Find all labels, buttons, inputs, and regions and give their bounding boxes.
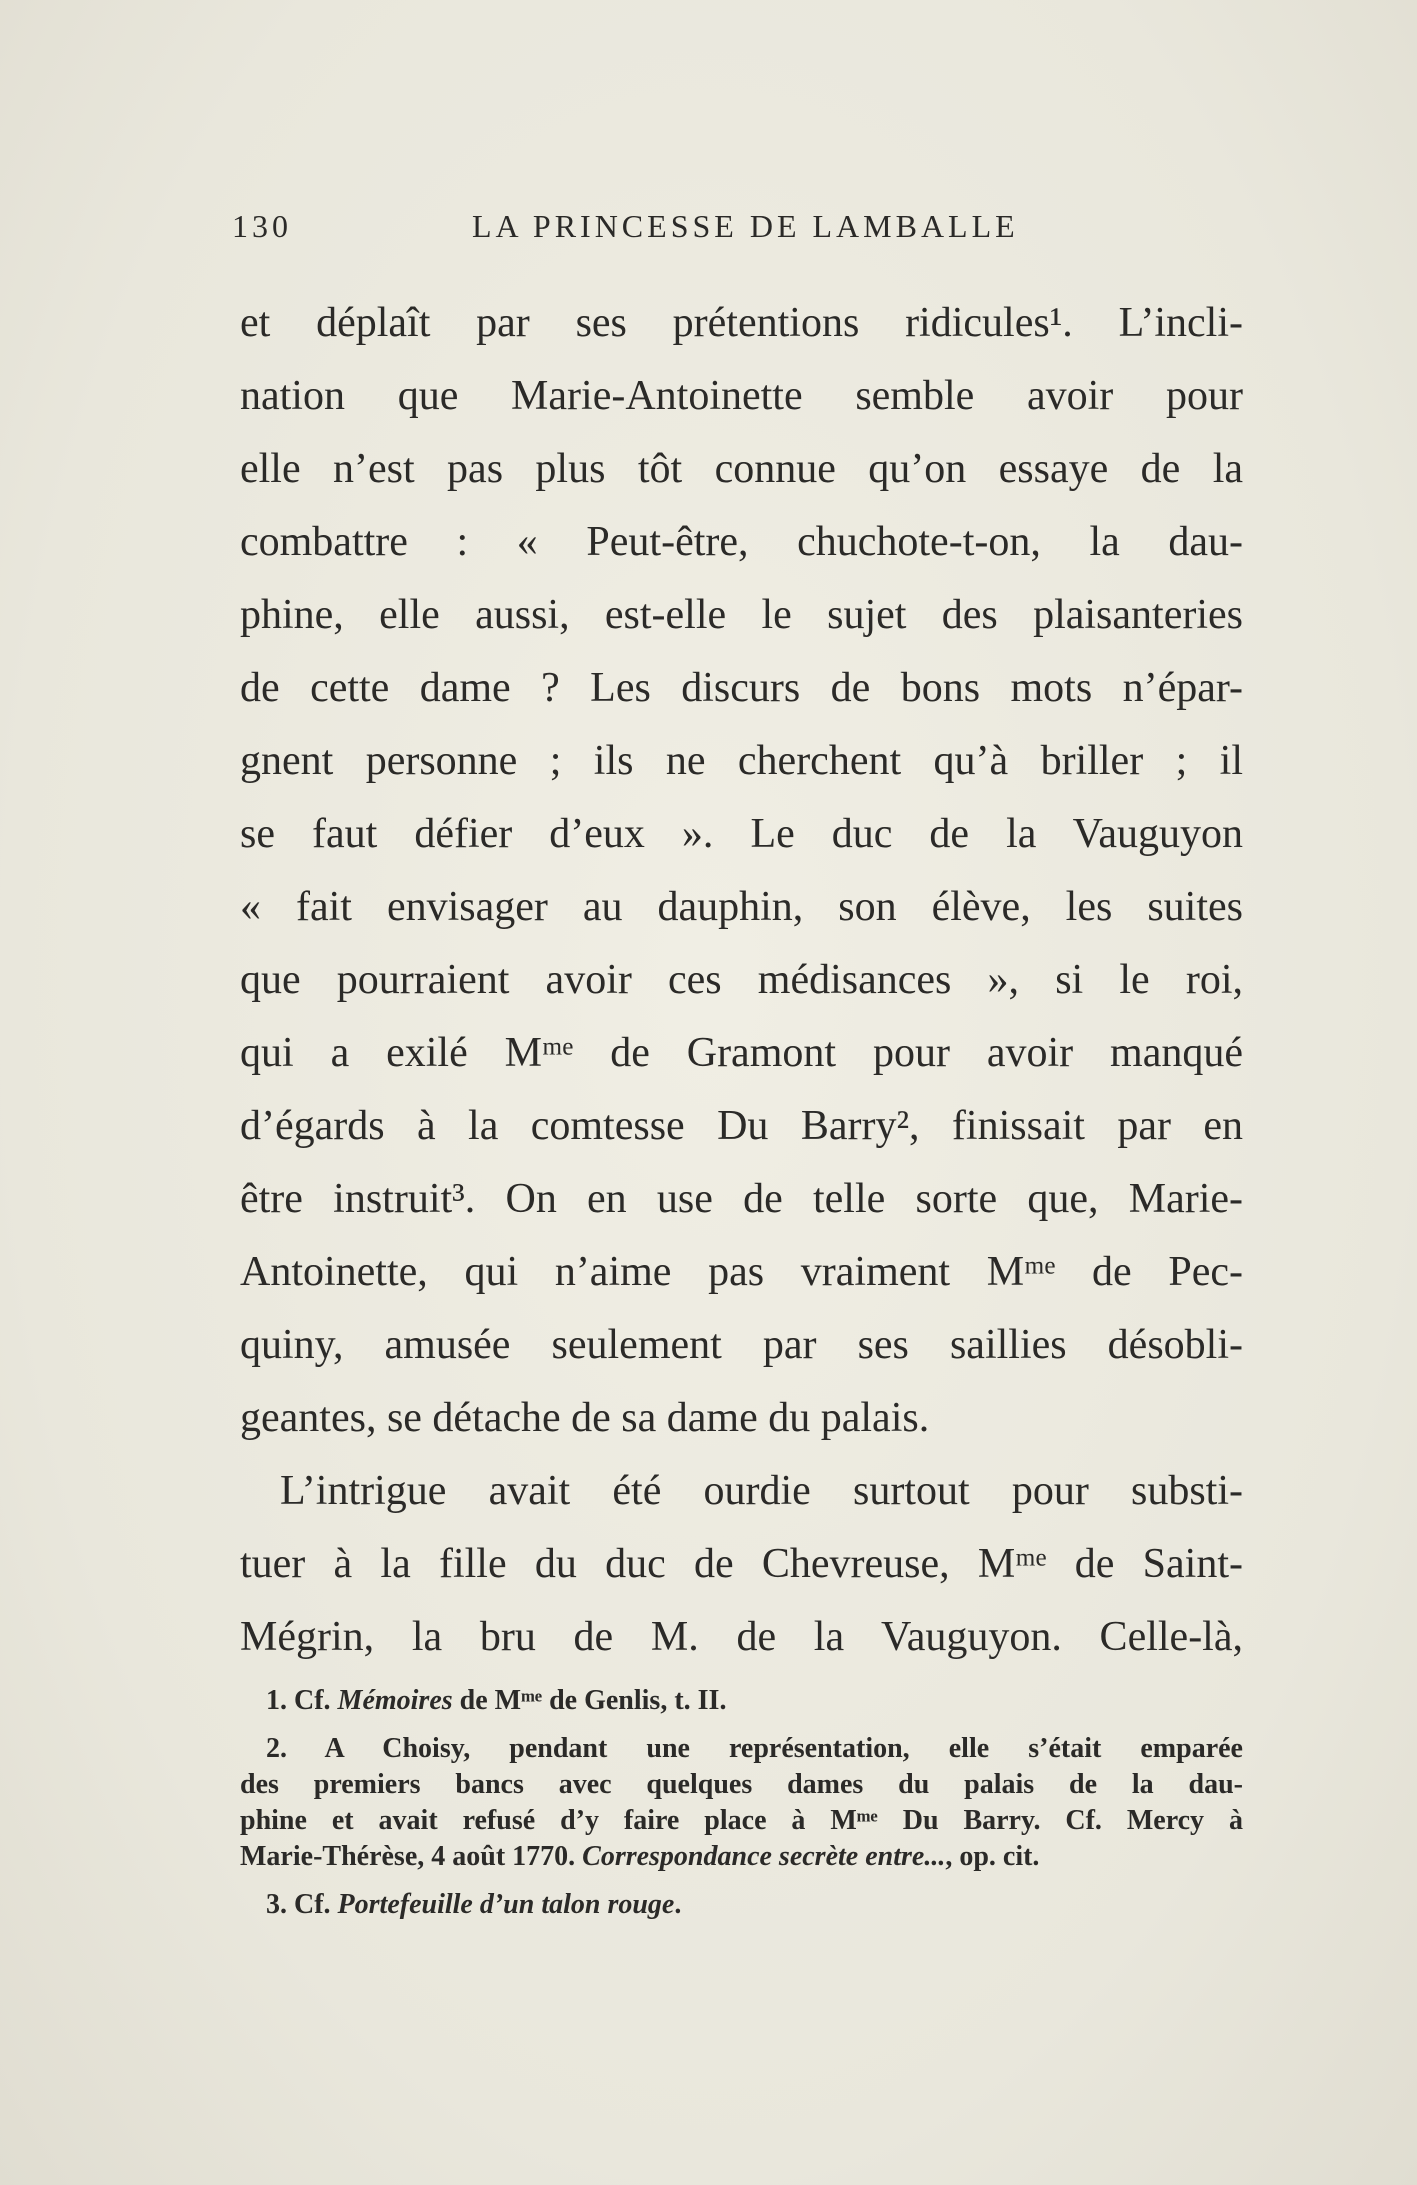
footnote-1-title: Mémoires [337, 1685, 453, 1716]
body-line: se faut défier d’eux ». Le duc de la Vauguyon [240, 811, 1243, 857]
footnote-2-line: phine et avait refusé d’y faire place à Mᵐᵉ Du Barry. Cf. Mercy à [240, 1805, 1243, 1836]
footnote-3 [240, 1887, 1243, 1923]
footnote-2-last-prefix: Marie-Thérèse, 4 août 1770. [240, 1841, 583, 1872]
body-line: que pourraient avoir ces médisances », si le roi, [240, 957, 1243, 1003]
body-text [240, 287, 1243, 1674]
footnote-3-rest: . [674, 1889, 682, 1920]
body-line: phine, elle aussi, est-elle le sujet des plaisanteries [240, 592, 1243, 638]
body-line: gnent personne ; ils ne cherchent qu’à briller ; il [240, 738, 1243, 784]
footnote-2 [240, 1731, 1243, 1875]
body-line: d’égards à la comtesse Du Barry², finissait par en [240, 1103, 1243, 1149]
body-line: de cette dame ? Les discurs de bons mots n’épar- [240, 665, 1243, 711]
footnote-2-line: des premiers bancs avec quelques dames du palais de la dau- [240, 1769, 1243, 1800]
footnotes [240, 1683, 1243, 1935]
body-line: geantes, se détache de sa dame du palais. [240, 1395, 930, 1441]
body-line: quiny, amusée seulement par ses saillies désobli- [240, 1322, 1243, 1368]
body-line: nation que Marie-Antoinette semble avoir pour [240, 373, 1243, 419]
footnote-2-line: 2. A Choisy, pendant une représentation, elle s’était emparée [266, 1733, 1243, 1764]
footnote-1-rest: de Mᵐᵉ de Genlis, t. II. [452, 1685, 727, 1716]
body-line: L’intrigue avait été ourdie surtout pour substi- [280, 1468, 1243, 1514]
body-line: et déplaît par ses prétentions ridicules¹. L’incli- [240, 300, 1243, 346]
body-line: combattre : « Peut-être, chuchote-t-on, la dau- [240, 519, 1243, 565]
body-line: tuer à la fille du duc de Chevreuse, Mᵐᵉ de Saint- [240, 1541, 1243, 1587]
body-line: elle n’est pas plus tôt connue qu’on essaye de la [240, 446, 1243, 492]
footnote-3-prefix: 3. Cf. [266, 1889, 338, 1920]
running-title: LA PRINCESSE DE LAMBALLE [472, 208, 1019, 244]
body-line: Mégrin, la bru de M. de la Vauguyon. Celle-là, [240, 1614, 1243, 1660]
footnote-1 [240, 1683, 1243, 1719]
body-line: qui a exilé Mᵐᵉ de Gramont pour avoir manqué [240, 1030, 1243, 1076]
footnote-3-title: Portefeuille d’un talon rouge [337, 1889, 675, 1920]
footnote-1-prefix: 1. Cf. [266, 1685, 338, 1716]
page-number: 130 [232, 208, 292, 244]
body-line: Antoinette, qui n’aime pas vraiment Mᵐᵉ de Pec- [240, 1249, 1243, 1295]
body-line: « fait envisager au dauphin, son élève, les suites [240, 884, 1243, 930]
body-line: être instruit³. On en use de telle sorte que, Marie- [240, 1176, 1243, 1222]
footnote-2-title: Correspondance secrète entre... [582, 1841, 946, 1872]
footnote-2-last-rest: , op. cit. [945, 1841, 1040, 1872]
